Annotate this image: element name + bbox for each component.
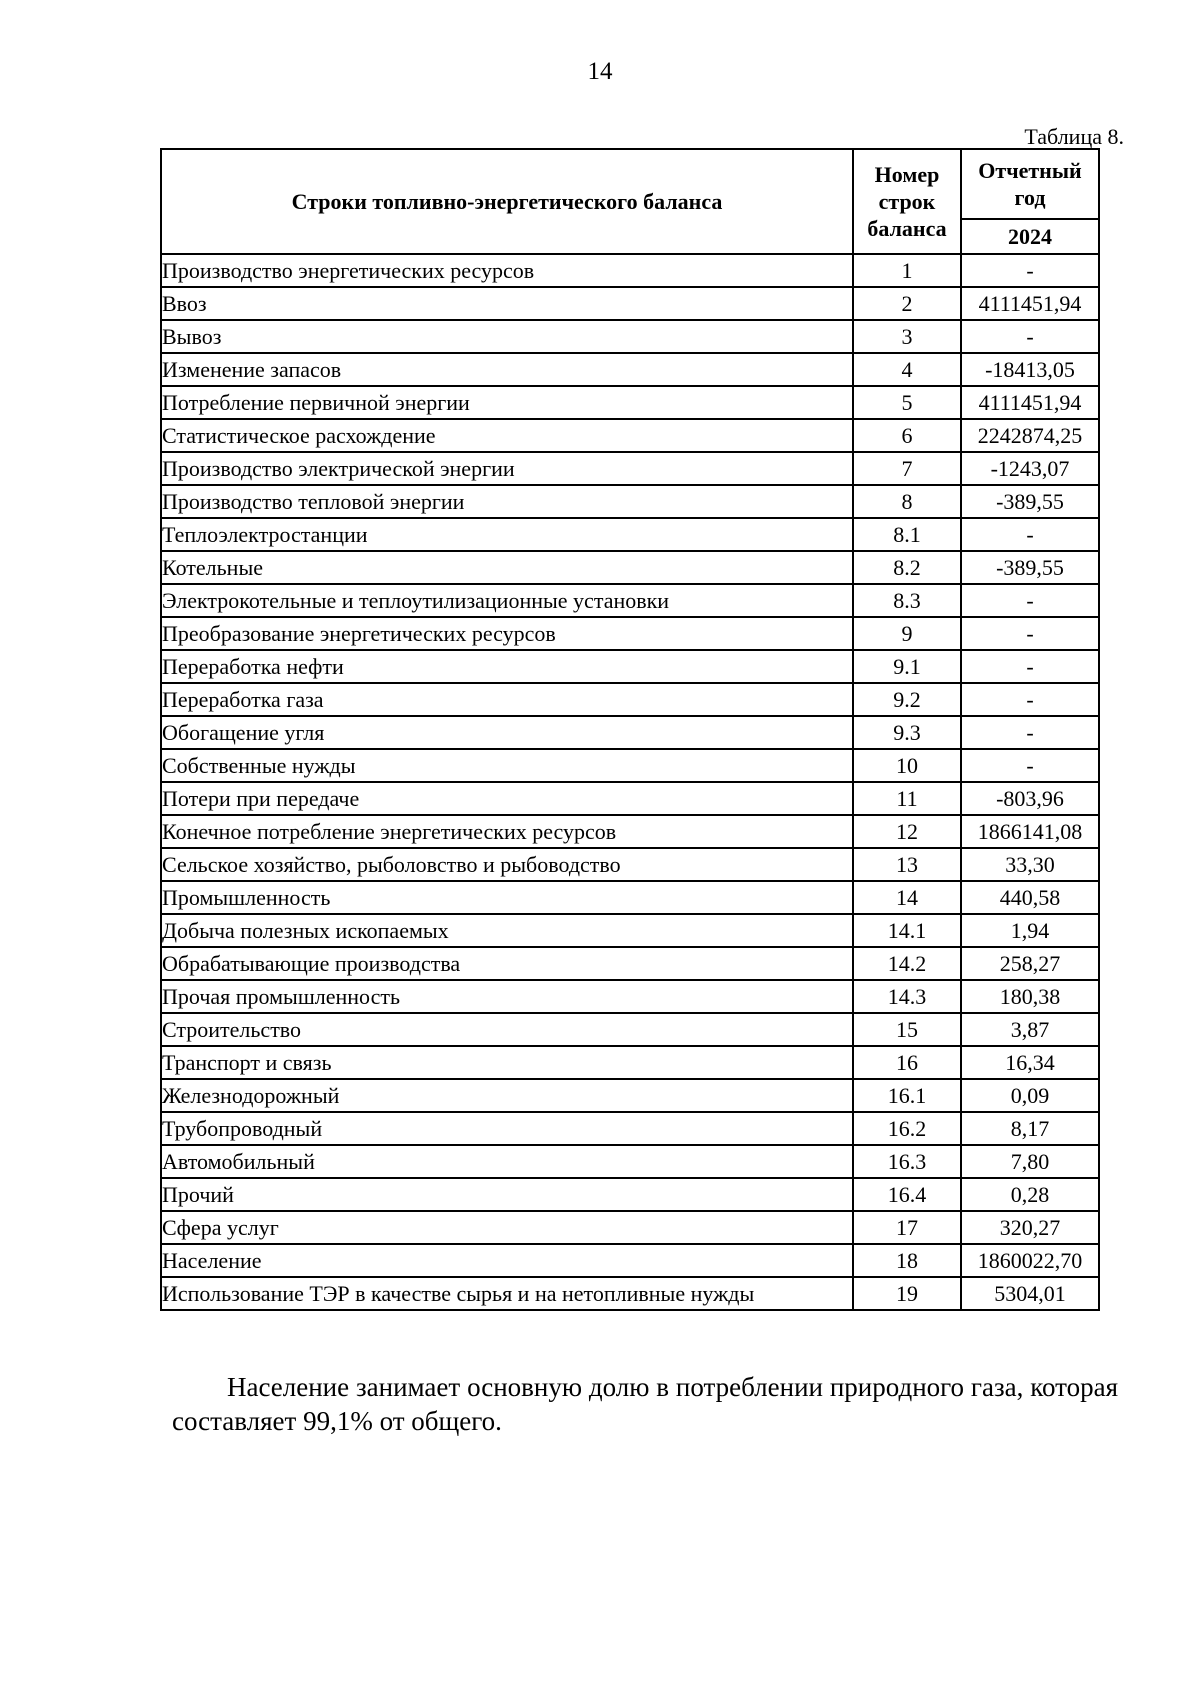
row-value-cell: 1866141,08 [961,815,1099,848]
row-value-cell: 2242874,25 [961,419,1099,452]
header-reporting-year: Отчетный год [961,149,1099,219]
row-value-cell: 1,94 [961,914,1099,947]
row-number-cell: 9.3 [853,716,961,749]
row-name-cell: Потери при передаче [161,782,853,815]
row-value-cell: 258,27 [961,947,1099,980]
row-number-cell: 2 [853,287,961,320]
row-name-cell: Потребление первичной энергии [161,386,853,419]
row-name-cell: Транспорт и связь [161,1046,853,1079]
row-number-cell: 16.4 [853,1178,961,1211]
row-name-cell: Сфера услуг [161,1211,853,1244]
table-row [161,815,1099,848]
row-name-cell: Прочая промышленность [161,980,853,1013]
row-name-cell: Производство тепловой энергии [161,485,853,518]
row-number-cell: 6 [853,419,961,452]
row-value-cell: 33,30 [961,848,1099,881]
table-row [161,716,1099,749]
row-name-cell: Автомобильный [161,1145,853,1178]
row-number-cell: 8.1 [853,518,961,551]
row-name-cell: Производство энергетических ресурсов [161,254,853,287]
table-row [161,1112,1099,1145]
table-row [161,1277,1099,1310]
row-name-cell: Строительство [161,1013,853,1046]
row-number-cell: 5 [853,386,961,419]
table-row [161,1079,1099,1112]
table-caption: Таблица 8. [1024,124,1124,149]
row-value-cell: -389,55 [961,485,1099,518]
row-value-cell: - [961,650,1099,683]
row-name-cell: Преобразование энергетических ресурсов [161,617,853,650]
row-name-cell: Котельные [161,551,853,584]
row-number-cell: 8.3 [853,584,961,617]
row-name-cell: Конечное потребление энергетических ресурсов [161,815,853,848]
row-value-cell: -803,96 [961,782,1099,815]
row-value-cell: 0,09 [961,1079,1099,1112]
row-value-cell: 4111451,94 [961,386,1099,419]
row-name-cell: Обогащение угля [161,716,853,749]
table-row [161,419,1099,452]
row-name-cell: Собственные нужды [161,749,853,782]
row-number-cell: 16.3 [853,1145,961,1178]
table-row [161,947,1099,980]
table-row [161,485,1099,518]
row-name-cell: Трубопроводный [161,1112,853,1145]
table-row [161,353,1099,386]
row-name-cell: Переработка газа [161,683,853,716]
table-row [161,914,1099,947]
row-value-cell: - [961,584,1099,617]
header-rows: Строки топливно-энергетического баланса [161,149,853,254]
table-row [161,584,1099,617]
table-row [161,254,1099,287]
row-name-cell: Переработка нефти [161,650,853,683]
row-number-cell: 13 [853,848,961,881]
row-name-cell: Изменение запасов [161,353,853,386]
table-row [161,848,1099,881]
row-value-cell: 16,34 [961,1046,1099,1079]
table-row [161,617,1099,650]
table-row [161,452,1099,485]
row-value-cell: 4111451,94 [961,287,1099,320]
row-value-cell: - [961,716,1099,749]
table-row [161,320,1099,353]
row-value-cell: 5304,01 [961,1277,1099,1310]
row-name-cell: Прочий [161,1178,853,1211]
row-value-cell: 7,80 [961,1145,1099,1178]
row-number-cell: 12 [853,815,961,848]
row-name-cell: Электрокотельные и теплоутилизационные установки [161,584,853,617]
row-name-cell: Теплоэлектростанции [161,518,853,551]
table-row [161,782,1099,815]
header-number: Номер строк баланса [853,149,961,254]
row-name-cell: Статистическое расхождение [161,419,853,452]
table-row [161,518,1099,551]
table-row [161,683,1099,716]
row-name-cell: Население [161,1244,853,1277]
row-value-cell: 320,27 [961,1211,1099,1244]
table-body [161,254,1099,1310]
table-row [161,287,1099,320]
table-row [161,1178,1099,1211]
row-value-cell: -1243,07 [961,452,1099,485]
row-number-cell: 14.2 [853,947,961,980]
row-value-cell: -389,55 [961,551,1099,584]
table-row [161,881,1099,914]
row-number-cell: 16 [853,1046,961,1079]
row-value-cell: - [961,749,1099,782]
row-number-cell: 9.1 [853,650,961,683]
row-name-cell: Промышленность [161,881,853,914]
table-row [161,980,1099,1013]
row-name-cell: Сельское хозяйство, рыболовство и рыбоводство [161,848,853,881]
row-number-cell: 1 [853,254,961,287]
row-name-cell: Использование ТЭР в качестве сырья и на нетопливные нужды [161,1277,853,1310]
row-name-cell: Обрабатывающие производства [161,947,853,980]
row-name-cell: Производство электрической энергии [161,452,853,485]
row-value-cell: - [961,683,1099,716]
table-row [161,1244,1099,1277]
row-number-cell: 8.2 [853,551,961,584]
table-row [161,1145,1099,1178]
row-name-cell: Ввоз [161,287,853,320]
table-row [161,650,1099,683]
row-number-cell: 3 [853,320,961,353]
row-value-cell: - [961,320,1099,353]
row-value-cell: 0,28 [961,1178,1099,1211]
row-value-cell: 440,58 [961,881,1099,914]
row-number-cell: 14.1 [853,914,961,947]
row-number-cell: 9.2 [853,683,961,716]
row-value-cell: 8,17 [961,1112,1099,1145]
row-name-cell: Добыча полезных ископаемых [161,914,853,947]
row-number-cell: 16.2 [853,1112,961,1145]
row-value-cell: - [961,254,1099,287]
row-value-cell: - [961,518,1099,551]
row-value-cell: 1860022,70 [961,1244,1099,1277]
row-number-cell: 18 [853,1244,961,1277]
row-number-cell: 14 [853,881,961,914]
header-year: 2024 [961,219,1099,254]
row-number-cell: 16.1 [853,1079,961,1112]
row-number-cell: 8 [853,485,961,518]
row-number-cell: 9 [853,617,961,650]
page-number: 14 [587,58,613,85]
row-value-cell: - [961,617,1099,650]
row-number-cell: 17 [853,1211,961,1244]
row-value-cell: -18413,05 [961,353,1099,386]
table-row [161,749,1099,782]
row-name-cell: Железнодорожный [161,1079,853,1112]
energy-balance-table [160,148,1100,1311]
table-row [161,551,1099,584]
row-number-cell: 15 [853,1013,961,1046]
table-row [161,1211,1099,1244]
row-value-cell: 180,38 [961,980,1099,1013]
row-number-cell: 7 [853,452,961,485]
row-number-cell: 11 [853,782,961,815]
table-row [161,1046,1099,1079]
body-paragraph: Население занимает основную долю в потреблении природного газа, которая составляет 99,1% от общего. [172,1372,1118,1436]
row-number-cell: 10 [853,749,961,782]
row-number-cell: 19 [853,1277,961,1310]
table-row [161,386,1099,419]
row-value-cell: 3,87 [961,1013,1099,1046]
row-number-cell: 14.3 [853,980,961,1013]
table-row [161,1013,1099,1046]
row-name-cell: Вывоз [161,320,853,353]
row-number-cell: 4 [853,353,961,386]
